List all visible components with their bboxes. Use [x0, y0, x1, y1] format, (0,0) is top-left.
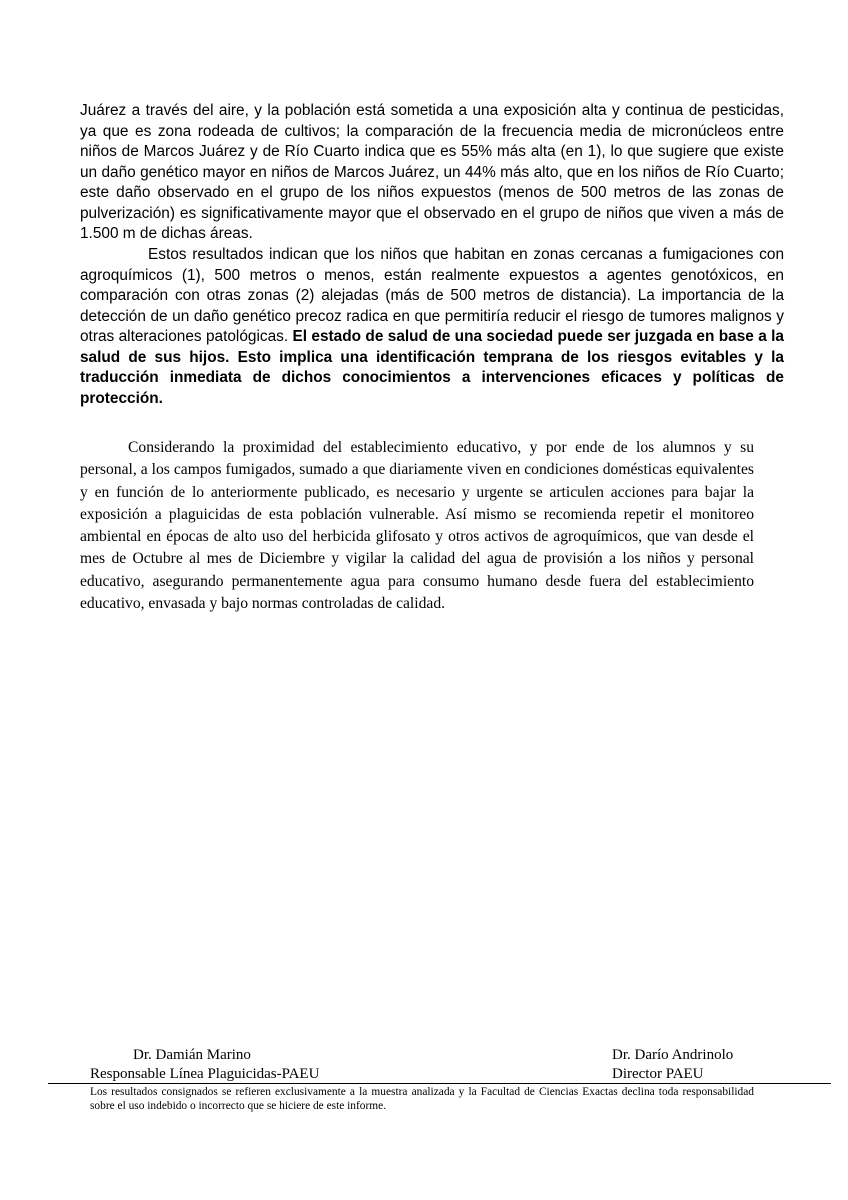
paragraph-3-text: Considerando la proximidad del establecimiento educativo, y por ende de los alumnos y su personal, a los campos fumigados, sumado a que diariamente viven en condiciones domésticas equivalentes y en función de lo anteriormente publicado, es necesario y urgente se articulen acciones para bajar la exposición a plaguicidas de esta población vulnerable. Así mismo se recomienda repetir el monitoreo ambiental en épocas de alto uso del herbicida glifosato y otros activos de agroquímicos, que van desde el mes de Octubre al mes de Diciembre y vigilar la calidad del agua de provisión a los niños y personal educativo, asegurando permanentemente agua para consumo humano desde fuera del establecimiento educativo, envasada y bajo normas controladas de calidad. — [80, 439, 754, 613]
paragraph-2-regular-text: Estos resultados indican que los niños que habitan en zonas cercanas a fumigaciones con agroquímicos (1), 500 metros o menos, están realmente expuestos a agentes genotóxicos, en comparación con otras zonas (2) alejadas (más de 500 metros de distancia). La importancia de la detección de un daño genético precoz radica en que permitiría reducir el riesgo de tumores malignos y otras alteraciones patológicas. — [80, 246, 784, 345]
footer-divider — [48, 1083, 831, 1084]
body-paragraph-3 — [80, 437, 754, 615]
paragraph-2-bold-text: El estado de salud de una sociedad puede ser juzgada en base a la salud de sus hijos. Esto implica una identificación temprana de los riesgos evitables y la traducción inmediata de dichos conocimientos a intervenciones eficaces y políticas de protección. — [80, 328, 784, 407]
signature-right-role: Director PAEU — [612, 1066, 704, 1082]
footer-disclaimer: Los resultados consignados se refieren exclusivamente a la muestra analizada y la Facultad de Ciencias Exactas declina toda responsabilidad sobre el uso indebido o incorrecto que se hiciere de este informe. — [90, 1086, 754, 1113]
body-paragraph-1: Juárez a través del aire, y la población está sometida a una exposición alta y continua de pesticidas, ya que es zona rodeada de cultivos; la comparación de la frecuencia media de micronúcleos entre niños de Marcos Juárez y de Río Cuarto indica que es 55% más alta (en 1), lo que sugiere que existe un daño genético mayor en niños de Marcos Juárez, un 44% más alto, que en los niños de Río Cuarto; este daño observado en el grupo de los niños expuestos (menos de 500 metros de las zonas de pulverización) es significativamente mayor que el observado en el grupo de niños que viven a más de 1.500 m de dichas áreas. — [80, 102, 784, 242]
signature-left-name: Dr. Damián Marino — [133, 1047, 251, 1063]
body-paragraph-2 — [80, 245, 784, 409]
signature-right-name: Dr. Darío Andrinolo — [612, 1047, 734, 1063]
signature-left-role: Responsable Línea Plaguicidas-PAEU — [90, 1066, 320, 1082]
